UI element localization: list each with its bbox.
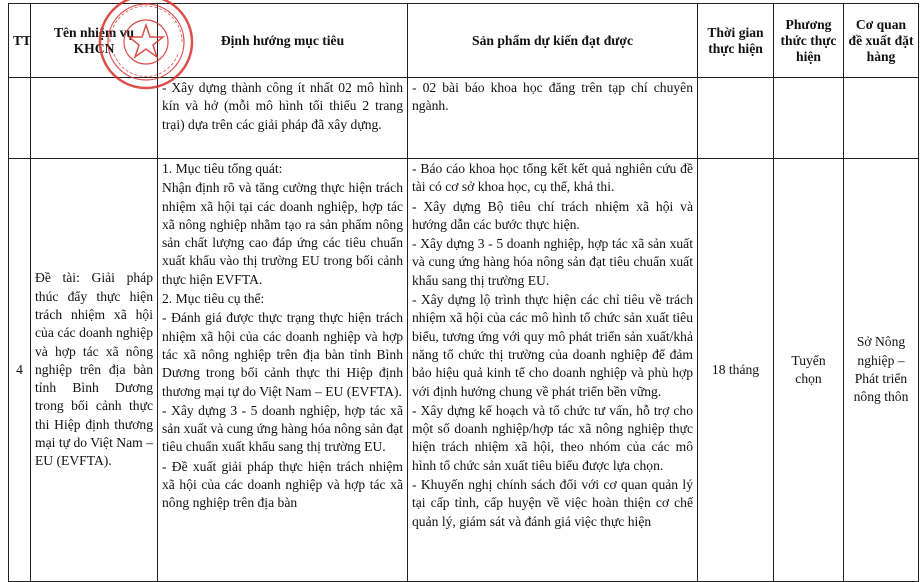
header-row (9, 4, 919, 78)
goal-specific-item: - Đánh giá được thực trạng thực hiện trách nhiệm xã hội của các doanh nghiệp và hợp tác xã nông nghiệp trên địa bàn tỉnh Bình Dương trong bối cảnh thực thi Hiệp định thương mại tự do Việt Nam – EU (EVFTA). (162, 310, 403, 399)
header-method: Phương thức thực hiện (774, 4, 844, 78)
method: Tuyển chọn (774, 159, 844, 582)
continuation-goal: - Xây dựng thành công ít nhất 02 mô hình kín và hở (mỗi mô hình tối thiểu 2 trang trại) dựa trên các giải pháp đã xây dựng. (158, 78, 408, 159)
task-table (8, 3, 919, 582)
task-name: Đề tài: Giải pháp thúc đẩy thực hiện trách nhiệm xã hội của các doanh nghiệp và hợp tác xã nông nghiệp trên địa bàn tỉnh Bình Dương trong bối cảnh thực thi Hiệp định thương mại tự do Việt Nam – EU (EVFTA). (31, 159, 158, 582)
product-item: - Xây dựng kế hoạch và tổ chức tư vấn, hỗ trợ cho một số doanh nghiệp/hợp tác xã nông nghiệp thực hiện trách nhiệm xã hội, theo nhóm của các mô hình tổ chức sản xuất tiêu biểu được lựa chọn. (412, 402, 693, 473)
product-item: - Xây dựng 3 - 5 doanh nghiệp, hợp tác xã sản xuất và cung ứng hàng hóa nông sản đạt tiêu chuẩn xuất khẩu sang thị trường EU. (412, 236, 693, 288)
header-time: Thời gian thực hiện (698, 4, 774, 78)
header-tt: TT (9, 4, 31, 78)
goal-general-heading: 1. Mục tiêu tổng quát: (162, 161, 283, 176)
goal-general-text: Nhận định rõ và tăng cường thực hiện trách nhiệm xã hội tại các doanh nghiệp, hợp tác xã nông nghiệp nhằm tạo ra sản phẩm nông sản chất lượng cao đáp ứng các tiêu chuẩn xuất khẩu vào thị trường EU trong bối cảnh thực hiện EVFTA. (162, 180, 403, 287)
continuation-product: - 02 bài báo khoa học đăng trên tạp chí chuyên ngành. (408, 78, 698, 159)
product-cell (408, 159, 698, 582)
duration: 18 tháng (698, 159, 774, 582)
table-row (9, 159, 919, 582)
header-product: Sản phẩm dự kiến đạt được (408, 4, 698, 78)
goal-specific-item: - Đề xuất giải pháp thực hiện trách nhiệm xã hội của các doanh nghiệp và hợp tác xã nông nghiệp trên địa bàn (162, 458, 403, 511)
continuation-row (9, 78, 919, 159)
goal-specific-heading: 2. Mục tiêu cụ thể: (162, 291, 265, 307)
header-goal: Định hướng mục tiêu (158, 4, 408, 78)
header-task-name: Tên nhiệm vụ KHCN (31, 4, 158, 78)
goal-cell (158, 159, 408, 582)
product-item: - Xây dựng Bộ tiêu chí trách nhiệm xã hội và hướng dẫn các bước thực hiện. (412, 198, 693, 232)
goal-specific-item: - Xây dựng 3 - 5 doanh nghiệp, hợp tác xã sản xuất và cung ứng hàng hóa nông sản đạt tiêu chuẩn xuất khẩu sang thị trường EU. (162, 402, 403, 455)
agency: Sở Nông nghiệp – Phát triển nông thôn (844, 159, 919, 582)
row-number: 4 (9, 159, 31, 582)
product-item: - Xây dựng lộ trình thực hiện các chỉ tiêu về trách nhiệm xã hội của các mô hình tổ chức sản xuất tiêu biểu, tương ứng với quy mô phát triển sản xuất/khả năng tổ chức thị trường của doanh nghiệp để đảm bảo hiệu quả kinh tế cho doanh nghiệp và phù hợp với định hướng chung về phát triển bền vững. (412, 292, 693, 399)
product-item: - Báo cáo khoa học tổng kết kết quả nghiên cứu đề tài có cơ sở khoa học, cụ thể, khả thi. (412, 161, 693, 195)
header-agency: Cơ quan đề xuất đặt hàng (844, 4, 919, 78)
product-item: - Khuyến nghị chính sách đối với cơ quan quản lý tại cấp tỉnh, cấp huyện về việc hoàn thiện cơ chế quản lý, giám sát và đánh giá việc thực hiện (412, 477, 693, 529)
